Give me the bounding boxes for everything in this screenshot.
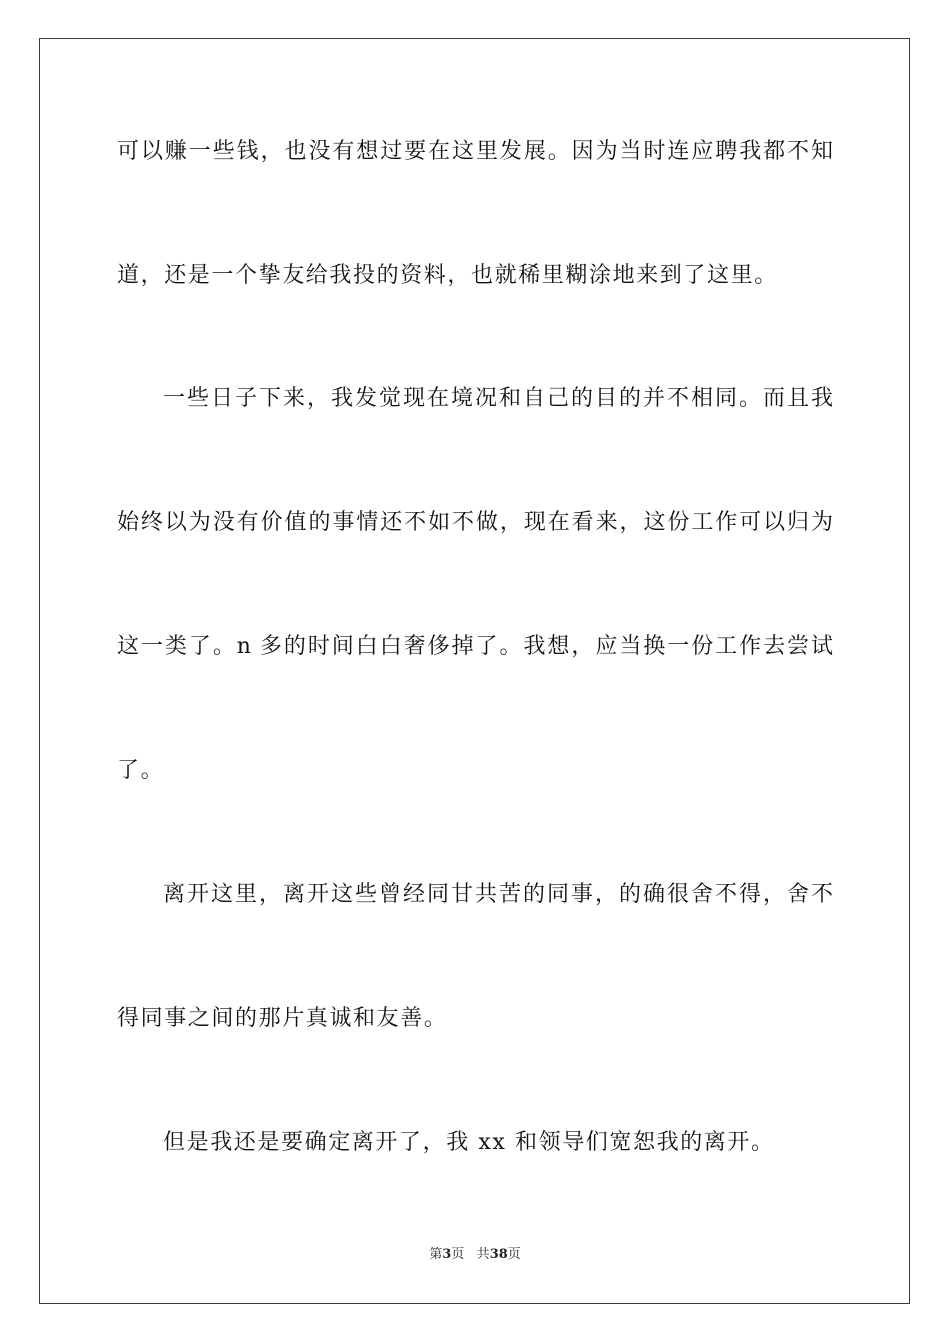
current-page-number: 3 (442, 1247, 452, 1262)
page-frame (39, 38, 910, 1304)
footer-prefix: 第 (429, 1247, 443, 1262)
footer-page-suffix: 页 (451, 1247, 465, 1262)
page-footer (0, 1246, 950, 1264)
text-line: 离开这里，离开这些曾经同甘共苦的同事，的确很舍不得，舍不 (163, 882, 833, 907)
text-line: 道，还是一个挚友给我投的资料，也就稀里糊涂地来到了这里。 (117, 263, 778, 288)
footer-total-suffix: 页 (507, 1247, 521, 1262)
text-line: 始终以为没有价值的事情还不如不做，现在看来，这份工作可以归为 (117, 510, 833, 535)
total-page-count: 38 (489, 1247, 508, 1262)
text-line: 得同事之间的那片真诚和友善。 (117, 1006, 448, 1031)
text-line: 但是我还是要确定离开了，我 xx 和领导们宽恕我的离开。 (163, 1130, 775, 1155)
text-line: 可以赚一些钱，也没有想过要在这里发展。因为当时连应聘我都不知 (117, 139, 833, 164)
footer-total-prefix: 共 (476, 1247, 490, 1262)
text-line: 了。 (117, 758, 165, 783)
text-line: 这一类了。n 多的时间白白奢侈掉了。我想，应当换一份工作去尝试 (117, 634, 833, 659)
text-line: 一些日子下来，我发觉现在境况和自己的目的并不相同。而且我 (163, 386, 833, 411)
